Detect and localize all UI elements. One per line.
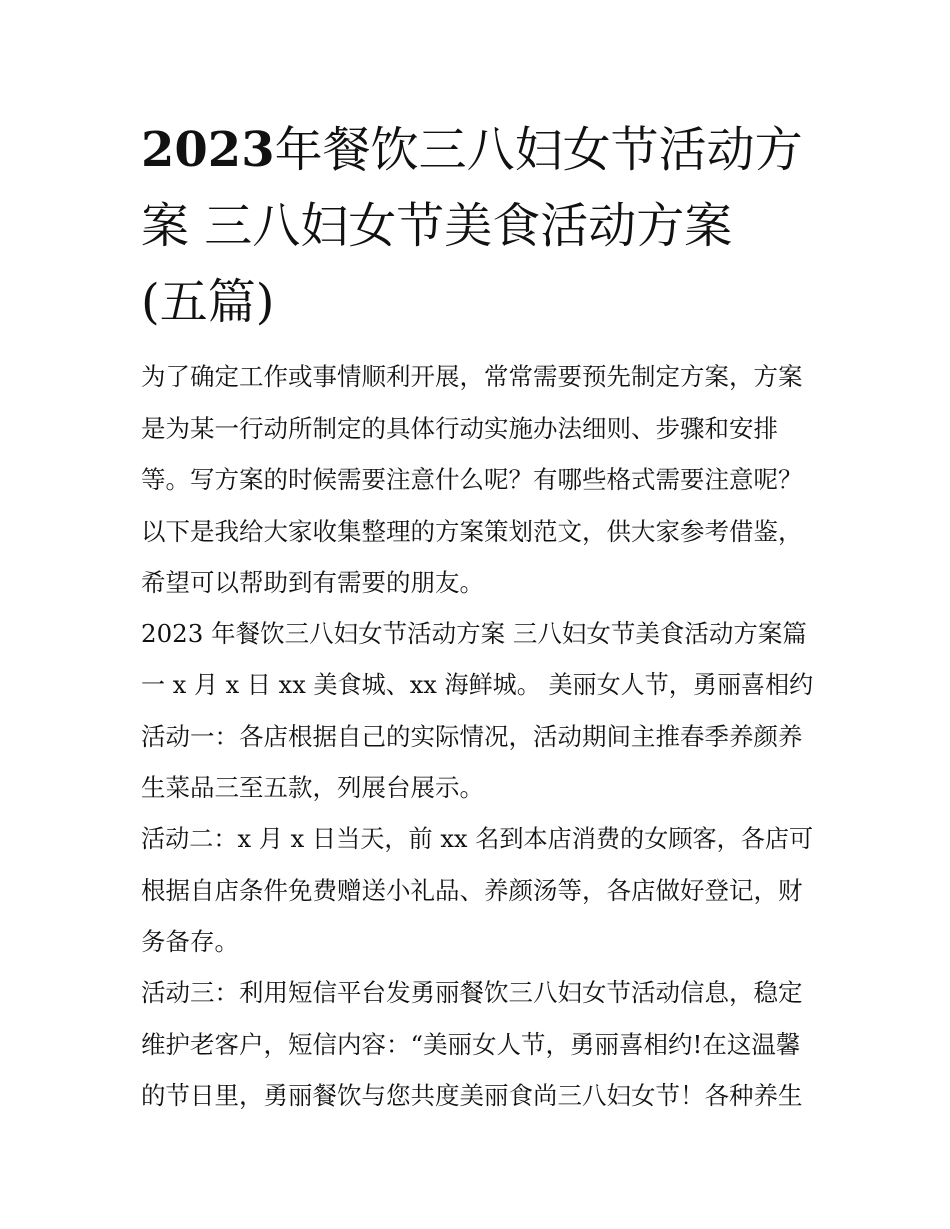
body-line: 以下是我给大家收集整理的方案策划范文，供大家参考借鉴， [141,517,803,546]
body-line: 等。写方案的时候需要注意什么呢？有哪些格式需要注意呢？ [141,465,803,494]
body-line: 维护老客户，短信内容：“美丽女人节，勇丽喜相约!在这温馨 [141,1030,801,1059]
body-line: 活动二：x 月 x 日当天，前 xx 名到本店消费的女顾客，各店可 [141,824,814,853]
body-line: 生菜品三至五款，列展台展示。 [141,773,484,802]
document-title-line-2 [141,198,733,254]
body-line: 为了确定工作或事情顺利开展，常常需要预先制定方案，方案 [141,362,803,391]
body-line: 活动一：各店根据自己的实际情况，活动期间主推春季养颜养 [141,722,803,751]
document-title-line-1 [141,122,803,178]
document-title-text: 年餐饮三八妇女节活动方 [274,122,803,178]
body-line: 的节日里，勇丽餐饮与您共度美丽食尚三八妇女节！各种养生 [141,1081,803,1110]
body-line: 根据自店条件免费赠送小礼品、养颜汤等，各店做好登记，财 [141,876,803,905]
body-line: 活动三：利用短信平台发勇丽餐饮三八妇女节活动信息，稳定 [141,978,803,1007]
document-title-text: 案 三八妇女节美食活动方案 [141,198,733,254]
body-line: 2023 年餐饮三八妇女节活动方案 三八妇女节美食活动方案篇 [141,619,807,648]
document-title-text: (五篇) [141,274,275,330]
document-title-line-3 [141,274,275,330]
body-line: 一 x 月 x 日 xx 美食城、xx 海鲜城。 美丽女人节，勇丽喜相约 [141,670,814,699]
body-line: 务备存。 [141,927,239,956]
document-title-year: 2023 [141,122,275,178]
body-line: 是为某一行动所制定的具体行动实施办法细则、步骤和安排 [141,414,778,443]
body-line: 希望可以帮助到有需要的朋友。 [141,568,484,597]
